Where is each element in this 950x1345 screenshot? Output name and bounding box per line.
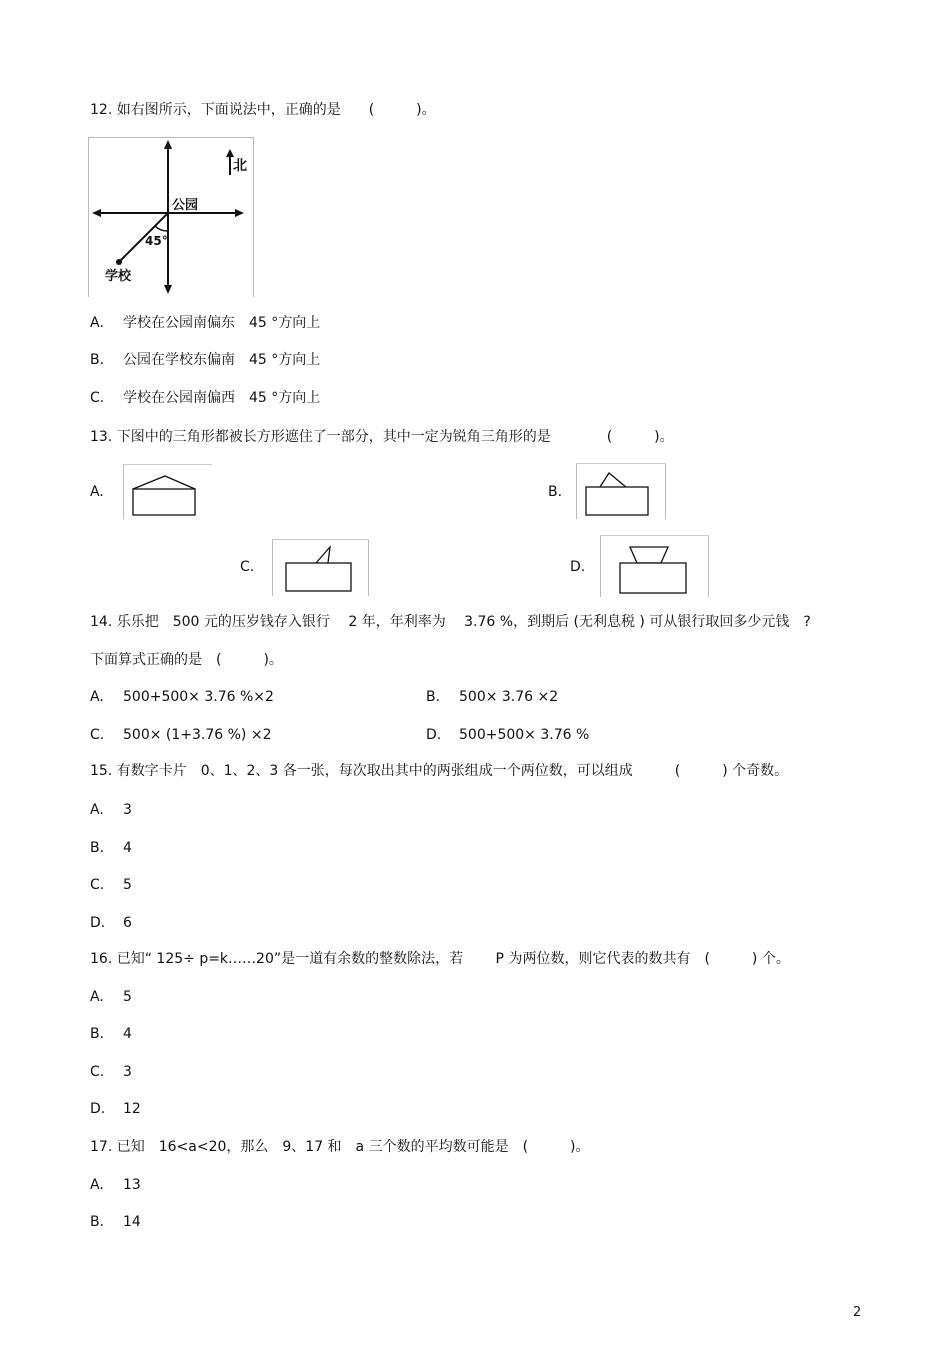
q14-option-a-letter: A. — [90, 689, 104, 705]
north-label: 北 — [233, 158, 247, 174]
q16-option-a-letter: A. — [90, 989, 104, 1005]
page-number: 2 — [853, 1305, 862, 1320]
triangle-figure-b — [576, 463, 666, 519]
q14-option-c-letter: C. — [90, 727, 105, 743]
q17-stem: 17. 已知 16<a<20，那么 9、17 和 a 三个数的平均数可能是 ( )。 — [90, 1139, 590, 1155]
q16-option-d-text: 12 — [123, 1101, 141, 1117]
q12-option-c-letter: C. — [90, 390, 105, 406]
q16-option-b-text: 4 — [123, 1026, 132, 1042]
triangle-figure-c — [272, 539, 369, 596]
q15-option-a-letter: A. — [90, 802, 104, 818]
q14-option-c-text: 500× (1+3.76 %) ×2 — [123, 727, 272, 743]
q15-option-b-letter: B. — [90, 840, 105, 856]
q17-option-a-letter: A. — [90, 1177, 104, 1193]
q12-option-b-letter: B. — [90, 352, 105, 368]
q14-option-d-letter: D. — [426, 727, 442, 743]
q12-option-a-text: 学校在公园南偏东 45 °方向上 — [123, 315, 321, 331]
q15-option-d-text: 6 — [123, 915, 132, 931]
q13-label-d: D. — [570, 559, 586, 575]
q16-option-a-text: 5 — [123, 989, 132, 1005]
q17-option-b-letter: B. — [90, 1214, 105, 1230]
q12-option-a-letter: A. — [90, 315, 104, 331]
q13-label-b: B. — [548, 484, 563, 500]
q12-option-b-text: 公园在学校东偏南 45 °方向上 — [123, 352, 321, 368]
park-label: 公园 — [172, 198, 199, 213]
q15-option-c-text: 5 — [123, 877, 132, 893]
q15-option-b-text: 4 — [123, 840, 132, 856]
q15-option-a-text: 3 — [123, 802, 132, 818]
school-label: 学校 — [105, 269, 132, 284]
q15-option-d-letter: D. — [90, 915, 106, 931]
compass-figure — [88, 137, 254, 297]
q13-label-a: A. — [90, 484, 104, 500]
triangle-figure-d — [600, 535, 709, 597]
q13-stem: 13. 下图中的三角形都被长方形遮住了一部分，其中一定为锐角三角形的是 ( )。 — [90, 429, 674, 445]
q14-option-a-text: 500+500× 3.76 %×2 — [123, 689, 274, 705]
q16-option-c-letter: C. — [90, 1064, 105, 1080]
triangle-figure-a — [123, 464, 212, 519]
q13-label-c: C. — [240, 559, 255, 575]
q14-stem-line1: 14. 乐乐把 500 元的压岁钱存入银行 2 年，年利率为 3.76 %，到期后 (无利息税 ) 可从银行取回多少元钱 ? — [90, 614, 811, 630]
q17-option-b-text: 14 — [123, 1214, 141, 1230]
angle-label: 45° — [145, 234, 168, 248]
q16-option-b-letter: B. — [90, 1026, 105, 1042]
q15-option-c-letter: C. — [90, 877, 105, 893]
q16-option-d-letter: D. — [90, 1101, 106, 1117]
q14-option-b-text: 500× 3.76 ×2 — [459, 689, 559, 705]
q14-option-b-letter: B. — [426, 689, 441, 705]
q16-option-c-text: 3 — [123, 1064, 132, 1080]
q16-stem: 16. 已知“ 125÷ p=k……20”是一道有余数的整数除法，若 P 为两位数，则它代表的数共有 ( ) 个。 — [90, 951, 790, 967]
q15-stem: 15. 有数字卡片 0、1、2、3 各一张，每次取出其中的两张组成一个两位数，可以组成 ( ) 个奇数。 — [90, 763, 789, 779]
q14-option-d-text: 500+500× 3.76 % — [459, 727, 590, 743]
q12-stem: 12. 如右图所示，下面说法中，正确的是 ( )。 — [90, 102, 436, 118]
q12-option-c-text: 学校在公园南偏西 45 °方向上 — [123, 390, 321, 406]
q14-stem-line2: 下面算式正确的是 ( )。 — [90, 652, 283, 668]
q17-option-a-text: 13 — [123, 1177, 141, 1193]
